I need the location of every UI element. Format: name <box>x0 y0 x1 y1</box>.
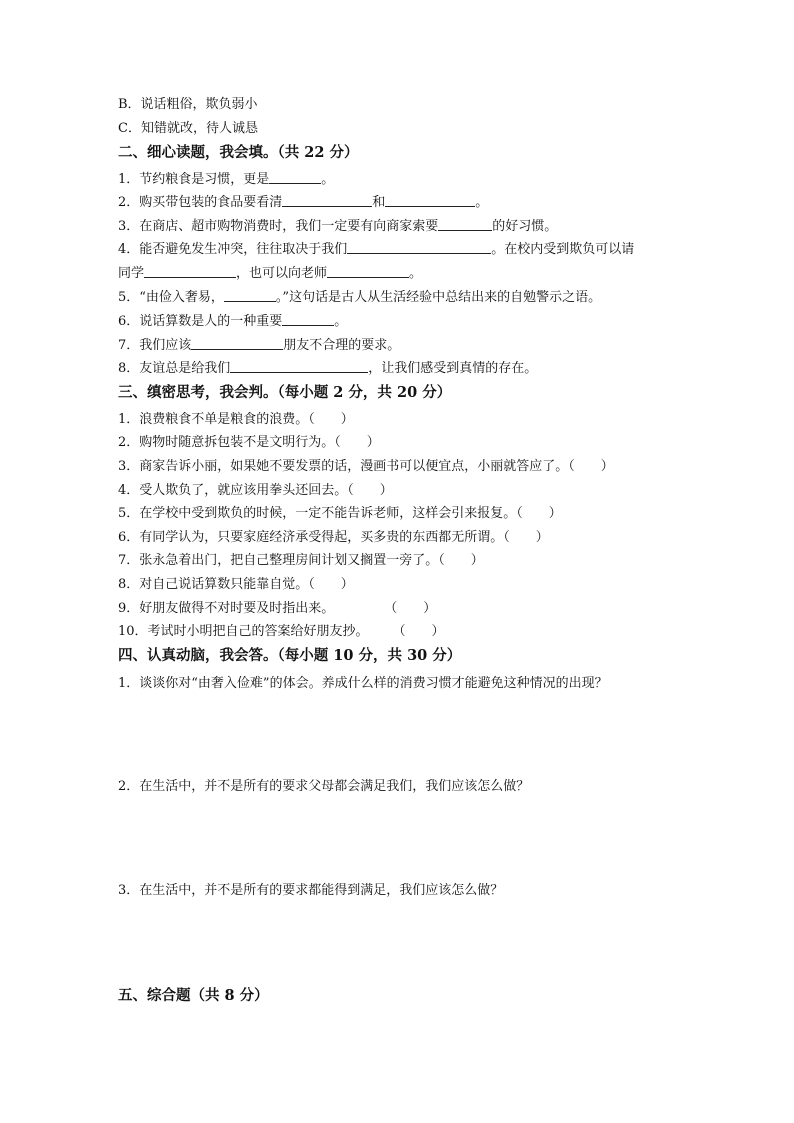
section-5-title: 五、综合题（共 8 分） <box>118 987 269 1004</box>
fill-q8: 8．友谊总是给我们 ，让我们感受到真情的存在。 <box>118 361 538 376</box>
answer-blank[interactable] <box>269 171 321 184</box>
judge-q10: 10．考试时小明把自己的答案给好朋友抄。 （ ） <box>118 624 445 639</box>
answer-blank[interactable] <box>224 289 276 302</box>
answer-q2: 2．在生活中，并不是所有的要求父母都会满足我们，我们应该怎么做？ <box>118 779 530 794</box>
fill-q7: 7．我们应该 朋友不合理的要求。 <box>118 338 401 353</box>
fill-q2: 2．购买带包装的食品要看清 和 。 <box>118 195 489 210</box>
fill-q4-line2: 同学 ，也可以向老师 。 <box>118 266 423 281</box>
judge-q4: 4．受人欺负了，就应该用拳头还回去。（ ） <box>118 483 393 498</box>
option-c: C．知错就改，待人诚恳 <box>118 121 258 136</box>
answer-paren[interactable]: （ ） <box>384 601 437 616</box>
section-2-title: 二、细心读题，我会填。（共 22 分） <box>118 144 359 161</box>
answer-blank[interactable] <box>385 194 475 207</box>
judge-q1: 1．浪费粮食不单是粮食的浪费。（ ） <box>118 412 354 427</box>
section-3-title: 三、缜密思考，我会判。（每小题 2 分，共 20 分） <box>118 384 452 401</box>
fill-q6: 6．说话算数是人的一种重要 。 <box>118 314 348 329</box>
answer-blank[interactable] <box>230 360 368 373</box>
judge-q9: 9．好朋友做得不对时要及时指出来。 （ ） <box>118 601 437 616</box>
answer-blank[interactable] <box>191 337 283 350</box>
fill-q4-line1: 4．能否避免发生冲突，往往取决于我们 。在校内受到欺负可以请 <box>118 242 635 257</box>
answer-q1: 1．谈谈你对“由奢入俭难”的体会。养成什么样的消费习惯才能避免这种情况的出现？ <box>118 676 608 691</box>
option-b: B．说话粗俗，欺负弱小 <box>118 97 258 112</box>
fill-q1: 1．节约粮食是习惯，更是 。 <box>118 172 335 187</box>
judge-q5: 5．在学校中受到欺负的时候，一定不能告诉老师，这样会引来报复。（ ） <box>118 506 562 521</box>
answer-blank[interactable] <box>347 241 491 254</box>
fill-q5: 5．“由俭入奢易， 。”这句话是古人从生活经验中总结出来的自勉警示之语。 <box>118 290 602 305</box>
fill-q3: 3．在商店、超市购物消费时，我们一定要有向商家索要 的好习惯。 <box>118 219 558 234</box>
judge-q3: 3．商家告诉小丽，如果她不要发票的话，漫画书可以便宜点，小丽就答应了。（ ） <box>118 459 614 474</box>
answer-blank[interactable] <box>327 265 409 278</box>
answer-q3: 3．在生活中，并不是所有的要求都能得到满足，我们应该怎么做？ <box>118 883 504 898</box>
judge-q2: 2．购物时随意拆包装不是文明行为。（ ） <box>118 435 380 450</box>
answer-blank[interactable] <box>282 194 372 207</box>
answer-blank[interactable] <box>144 265 236 278</box>
judge-q7: 7．张永急着出门，把自己整理房间计划又搁置一旁了。（ ） <box>118 553 484 568</box>
answer-blank[interactable] <box>282 313 334 326</box>
section-4-title: 四、认真动脑，我会答。（每小题 10 分，共 30 分） <box>118 647 462 664</box>
judge-q6: 6．有同学认为，只要家庭经济承受得起，买多贵的东西都无所谓。（ ） <box>118 530 549 545</box>
answer-blank[interactable] <box>438 218 492 231</box>
judge-q8: 8．对自己说话算数只能靠自觉。（ ） <box>118 577 354 592</box>
answer-paren[interactable]: （ ） <box>392 624 445 639</box>
